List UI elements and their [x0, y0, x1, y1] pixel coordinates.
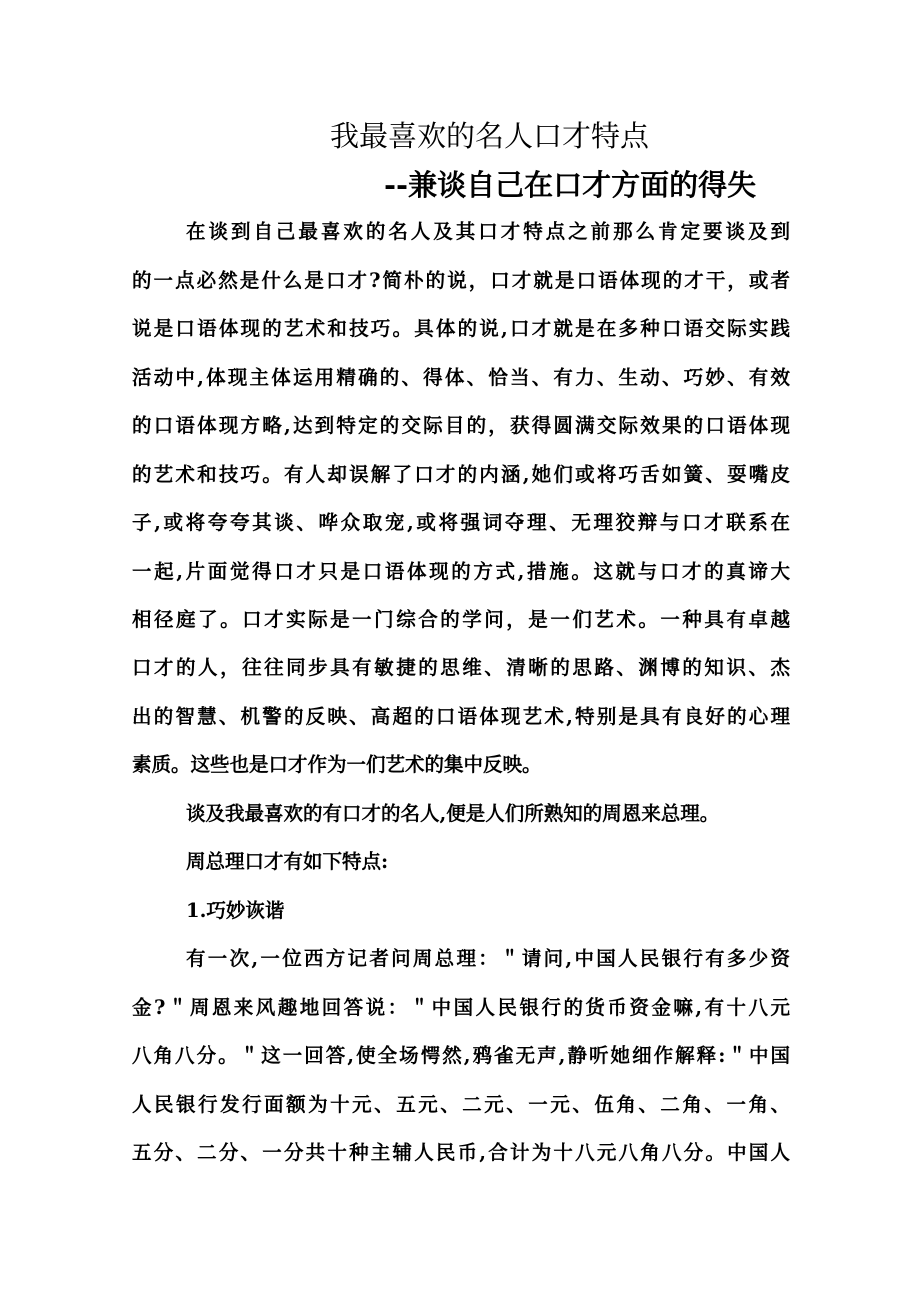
paragraph-line: 口才的人，往往同步具有敏捷的思维、清晰的思路、渊博的知识、杰: [132, 656, 790, 679]
paragraph-line: 五分、二分、一分共十种主辅人民币,合计为十八元八角八分。中国人: [132, 1141, 790, 1164]
paragraph-line: 素质。这些也是口才作为一们艺术的集中反映。: [132, 753, 542, 776]
paragraph-line: 活动中,体现主体运用精确的、得体、恰当、有力、生动、巧妙、有效: [132, 366, 790, 389]
document-subtitle: --兼谈自己在口才方面的得失: [384, 168, 757, 202]
paragraph-line: 有一次,一位西方记者问周总理：＂请问,中国人民银行有多少资: [186, 947, 790, 970]
paragraph-line: 的一点必然是什么是口才?简朴的说，口才就是口语体现的才干，或者: [132, 269, 790, 292]
paragraph-line: 相径庭了。口才实际是一门综合的学问，是一们艺术。一种具有卓越: [132, 608, 790, 631]
paragraph-line: 子,或将夸夸其谈、哗众取宠,或将强词夺理、无理狡辩与口才联系在: [132, 511, 790, 534]
paragraph-line: 说是口语体现的艺术和技巧。具体的说,口才就是在多种口语交际实践: [132, 317, 790, 340]
paragraph-line: 出的智慧、机警的反映、高超的口语体现艺术,特别是具有良好的心理: [132, 705, 790, 728]
list-heading: 1.巧妙诙谐: [186, 899, 285, 922]
paragraph-line: 一起,片面觉得口才只是口语体现的方式,措施。这就与口才的真谛大: [132, 560, 790, 583]
paragraph-line: 周总理口才有如下特点:: [186, 850, 389, 873]
paragraph-line: 谈及我最喜欢的有口才的名人,便是人们所熟知的周恩来总理。: [186, 802, 720, 825]
paragraph-line: 金?＂周恩来风趣地回答说：＂中国人民银行的货币资金嘛,有十八元: [132, 996, 790, 1019]
paragraph-line: 的艺术和技巧。有人却误解了口才的内涵,她们或将巧舌如簧、耍嘴皮: [132, 463, 790, 486]
paragraph-line: 在谈到自己最喜欢的名人及其口才特点之前那么肯定要谈及到: [186, 220, 790, 243]
document-title: 我最喜欢的名人口才特点: [330, 119, 650, 153]
paragraph-line: 人民银行发行面额为十元、五元、二元、一元、伍角、二角、一角、: [132, 1093, 790, 1116]
paragraph-line: 八角八分。＂这一回答,使全场愕然,鸦雀无声,静听她细作解释:＂中国: [132, 1044, 790, 1067]
paragraph-line: 的口语体现方略,达到特定的交际目的，获得圆满交际效果的口语体现: [132, 414, 790, 437]
